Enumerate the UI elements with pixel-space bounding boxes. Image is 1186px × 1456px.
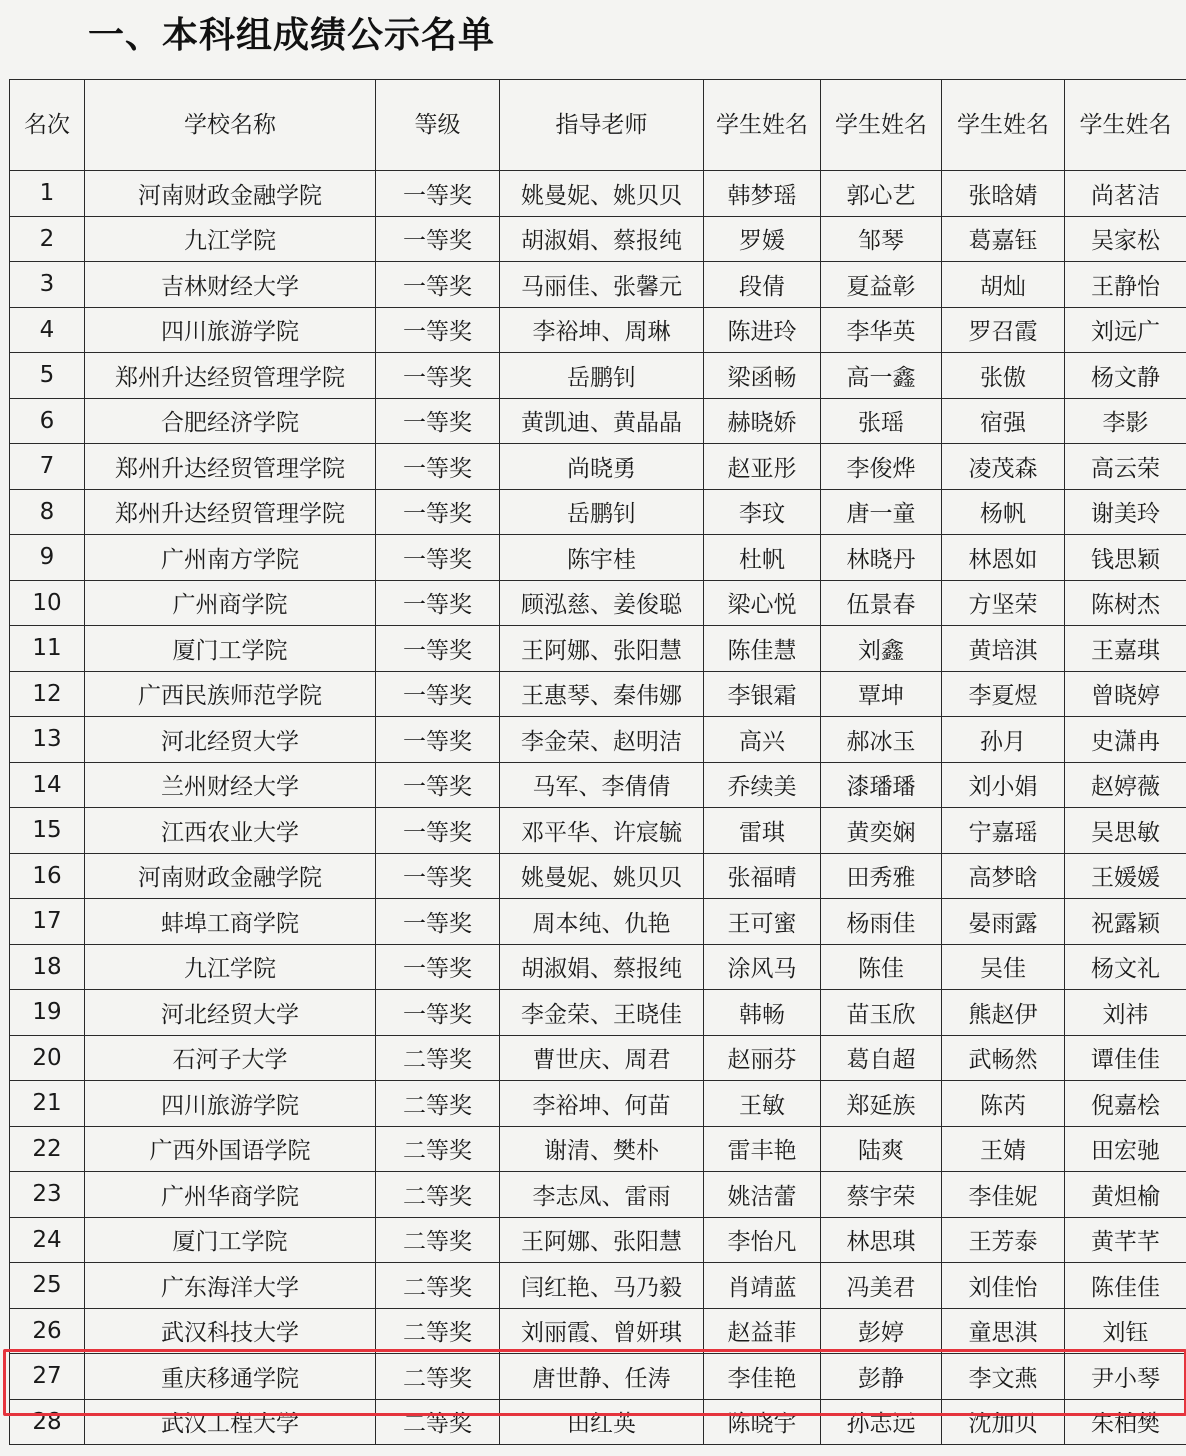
student-4-cell: 曾晓婷 bbox=[1065, 671, 1186, 717]
school-cell: 武汉工程大学 bbox=[85, 1399, 376, 1445]
student-3-cell: 沈加贝 bbox=[942, 1399, 1065, 1445]
header-rank: 名次 bbox=[10, 80, 85, 171]
advisor-cell: 胡淑娟、蔡报纯 bbox=[500, 216, 704, 262]
table-row bbox=[10, 990, 1186, 1036]
student-2-cell: 李华英 bbox=[821, 307, 942, 353]
advisor-cell: 李裕坤、周琳 bbox=[500, 307, 704, 353]
student-1-cell: 李佳艳 bbox=[704, 1354, 821, 1400]
advisor-cell: 刘丽霞、曾妍琪 bbox=[500, 1308, 704, 1354]
school-cell: 厦门工学院 bbox=[85, 626, 376, 672]
rank-cell: 8 bbox=[10, 489, 85, 535]
advisor-cell: 姚曼妮、姚贝贝 bbox=[500, 171, 704, 217]
rank-cell: 21 bbox=[10, 1081, 85, 1127]
table-row bbox=[10, 717, 1186, 763]
student-4-cell: 王媛媛 bbox=[1065, 853, 1186, 899]
advisor-cell: 黄凯迪、黄晶晶 bbox=[500, 398, 704, 444]
rank-cell: 2 bbox=[10, 216, 85, 262]
student-1-cell: 涂风马 bbox=[704, 944, 821, 990]
header-row bbox=[10, 80, 1186, 171]
level-cell: 一等奖 bbox=[376, 580, 500, 626]
student-4-cell: 刘远广 bbox=[1065, 307, 1186, 353]
advisor-cell: 周本纯、仇艳 bbox=[500, 899, 704, 945]
school-cell: 广州华商学院 bbox=[85, 1172, 376, 1218]
level-cell: 一等奖 bbox=[376, 808, 500, 854]
school-cell: 广州南方学院 bbox=[85, 535, 376, 581]
advisor-cell: 王阿娜、张阳慧 bbox=[500, 1217, 704, 1263]
table-row bbox=[10, 671, 1186, 717]
student-2-cell: 彭婷 bbox=[821, 1308, 942, 1354]
advisor-cell: 曹世庆、周君 bbox=[500, 1035, 704, 1081]
table-row bbox=[10, 1308, 1186, 1354]
school-cell: 广西外国语学院 bbox=[85, 1126, 376, 1172]
school-cell: 重庆移通学院 bbox=[85, 1354, 376, 1400]
level-cell: 二等奖 bbox=[376, 1308, 500, 1354]
level-cell: 二等奖 bbox=[376, 1172, 500, 1218]
student-2-cell: 田秀雅 bbox=[821, 853, 942, 899]
level-cell: 二等奖 bbox=[376, 1035, 500, 1081]
school-cell: 厦门工学院 bbox=[85, 1217, 376, 1263]
school-cell: 河南财政金融学院 bbox=[85, 171, 376, 217]
advisor-cell: 尚晓勇 bbox=[500, 444, 704, 490]
advisor-cell: 李志凤、雷雨 bbox=[500, 1172, 704, 1218]
student-4-cell: 杨文静 bbox=[1065, 353, 1186, 399]
rank-cell: 7 bbox=[10, 444, 85, 490]
student-3-cell: 刘佳怡 bbox=[942, 1263, 1065, 1309]
student-4-cell: 朱柏樊 bbox=[1065, 1399, 1186, 1445]
student-3-cell: 宿强 bbox=[942, 398, 1065, 444]
student-1-cell: 赵亚彤 bbox=[704, 444, 821, 490]
rank-cell: 24 bbox=[10, 1217, 85, 1263]
level-cell: 一等奖 bbox=[376, 717, 500, 763]
advisor-cell: 李裕坤、何苗 bbox=[500, 1081, 704, 1127]
table-row bbox=[10, 262, 1186, 308]
level-cell: 二等奖 bbox=[376, 1081, 500, 1127]
rank-cell: 19 bbox=[10, 990, 85, 1036]
level-cell: 一等奖 bbox=[376, 398, 500, 444]
student-4-cell: 倪嘉桧 bbox=[1065, 1081, 1186, 1127]
student-2-cell: 郭心艺 bbox=[821, 171, 942, 217]
level-cell: 一等奖 bbox=[376, 307, 500, 353]
student-2-cell: 陈佳 bbox=[821, 944, 942, 990]
student-4-cell: 陈树杰 bbox=[1065, 580, 1186, 626]
school-cell: 江西农业大学 bbox=[85, 808, 376, 854]
student-2-cell: 杨雨佳 bbox=[821, 899, 942, 945]
student-1-cell: 李玟 bbox=[704, 489, 821, 535]
student-3-cell: 刘小娟 bbox=[942, 762, 1065, 808]
level-cell: 一等奖 bbox=[376, 535, 500, 581]
student-1-cell: 张福晴 bbox=[704, 853, 821, 899]
student-2-cell: 葛自超 bbox=[821, 1035, 942, 1081]
student-3-cell: 凌茂森 bbox=[942, 444, 1065, 490]
student-1-cell: 乔续美 bbox=[704, 762, 821, 808]
header-level: 等级 bbox=[376, 80, 500, 171]
student-3-cell: 葛嘉钰 bbox=[942, 216, 1065, 262]
school-cell: 广州商学院 bbox=[85, 580, 376, 626]
level-cell: 一等奖 bbox=[376, 171, 500, 217]
table-row bbox=[10, 1126, 1186, 1172]
student-2-cell: 唐一童 bbox=[821, 489, 942, 535]
student-1-cell: 罗媛 bbox=[704, 216, 821, 262]
student-1-cell: 李怡凡 bbox=[704, 1217, 821, 1263]
level-cell: 二等奖 bbox=[376, 1263, 500, 1309]
school-cell: 四川旅游学院 bbox=[85, 307, 376, 353]
student-4-cell: 尹小琴 bbox=[1065, 1354, 1186, 1400]
student-2-cell: 李俊烨 bbox=[821, 444, 942, 490]
table-row bbox=[10, 1354, 1186, 1400]
student-1-cell: 韩畅 bbox=[704, 990, 821, 1036]
table-row bbox=[10, 808, 1186, 854]
student-4-cell: 陈佳佳 bbox=[1065, 1263, 1186, 1309]
student-2-cell: 张瑶 bbox=[821, 398, 942, 444]
student-1-cell: 杜帆 bbox=[704, 535, 821, 581]
table-row bbox=[10, 489, 1186, 535]
level-cell: 一等奖 bbox=[376, 671, 500, 717]
student-3-cell: 王芳泰 bbox=[942, 1217, 1065, 1263]
table-row bbox=[10, 853, 1186, 899]
student-1-cell: 梁函畅 bbox=[704, 353, 821, 399]
school-cell: 广东海洋大学 bbox=[85, 1263, 376, 1309]
student-3-cell: 黄培淇 bbox=[942, 626, 1065, 672]
student-1-cell: 肖靖蓝 bbox=[704, 1263, 821, 1309]
student-2-cell: 孙志远 bbox=[821, 1399, 942, 1445]
rank-cell: 1 bbox=[10, 171, 85, 217]
student-3-cell: 宁嘉瑶 bbox=[942, 808, 1065, 854]
school-cell: 九江学院 bbox=[85, 216, 376, 262]
table-row bbox=[10, 1217, 1186, 1263]
advisor-cell: 李金荣、赵明洁 bbox=[500, 717, 704, 763]
table-row bbox=[10, 899, 1186, 945]
school-cell: 蚌埠工商学院 bbox=[85, 899, 376, 945]
rank-cell: 22 bbox=[10, 1126, 85, 1172]
student-4-cell: 赵婷薇 bbox=[1065, 762, 1186, 808]
student-1-cell: 陈佳慧 bbox=[704, 626, 821, 672]
school-cell: 吉林财经大学 bbox=[85, 262, 376, 308]
school-cell: 兰州财经大学 bbox=[85, 762, 376, 808]
page-title: 一、本科组成绩公示名单 bbox=[88, 15, 496, 56]
student-3-cell: 高梦晗 bbox=[942, 853, 1065, 899]
student-2-cell: 陆爽 bbox=[821, 1126, 942, 1172]
student-3-cell: 晏雨露 bbox=[942, 899, 1065, 945]
student-1-cell: 梁心悦 bbox=[704, 580, 821, 626]
level-cell: 二等奖 bbox=[376, 1217, 500, 1263]
student-1-cell: 王敏 bbox=[704, 1081, 821, 1127]
level-cell: 一等奖 bbox=[376, 899, 500, 945]
rank-cell: 26 bbox=[10, 1308, 85, 1354]
rank-cell: 18 bbox=[10, 944, 85, 990]
advisor-cell: 胡淑娟、蔡报纯 bbox=[500, 944, 704, 990]
student-1-cell: 李银霜 bbox=[704, 671, 821, 717]
header-student-2: 学生姓名 bbox=[821, 80, 942, 171]
student-1-cell: 陈晓宇 bbox=[704, 1399, 821, 1445]
rank-cell: 3 bbox=[10, 262, 85, 308]
header-student-3: 学生姓名 bbox=[942, 80, 1065, 171]
level-cell: 一等奖 bbox=[376, 262, 500, 308]
table-row bbox=[10, 1263, 1186, 1309]
student-4-cell: 祝露颖 bbox=[1065, 899, 1186, 945]
student-3-cell: 陈芮 bbox=[942, 1081, 1065, 1127]
advisor-cell: 岳鹏钊 bbox=[500, 489, 704, 535]
advisor-cell: 邓平华、许宸毓 bbox=[500, 808, 704, 854]
student-1-cell: 赵丽芬 bbox=[704, 1035, 821, 1081]
school-cell: 郑州升达经贸管理学院 bbox=[85, 353, 376, 399]
rank-cell: 25 bbox=[10, 1263, 85, 1309]
school-cell: 武汉科技大学 bbox=[85, 1308, 376, 1354]
rank-cell: 6 bbox=[10, 398, 85, 444]
student-3-cell: 孙月 bbox=[942, 717, 1065, 763]
student-1-cell: 雷丰艳 bbox=[704, 1126, 821, 1172]
level-cell: 二等奖 bbox=[376, 1399, 500, 1445]
student-1-cell: 王可蜜 bbox=[704, 899, 821, 945]
table-row bbox=[10, 762, 1186, 808]
rank-cell: 28 bbox=[10, 1399, 85, 1445]
student-2-cell: 郑延族 bbox=[821, 1081, 942, 1127]
student-4-cell: 钱思颖 bbox=[1065, 535, 1186, 581]
table-row bbox=[10, 398, 1186, 444]
level-cell: 一等奖 bbox=[376, 626, 500, 672]
student-4-cell: 吴家松 bbox=[1065, 216, 1186, 262]
student-2-cell: 林思琪 bbox=[821, 1217, 942, 1263]
student-3-cell: 吴佳 bbox=[942, 944, 1065, 990]
student-1-cell: 赵益菲 bbox=[704, 1308, 821, 1354]
school-cell: 九江学院 bbox=[85, 944, 376, 990]
student-3-cell: 李佳妮 bbox=[942, 1172, 1065, 1218]
student-2-cell: 黄奕娴 bbox=[821, 808, 942, 854]
level-cell: 一等奖 bbox=[376, 489, 500, 535]
rank-cell: 12 bbox=[10, 671, 85, 717]
student-4-cell: 刘钰 bbox=[1065, 1308, 1186, 1354]
student-4-cell: 杨文礼 bbox=[1065, 944, 1186, 990]
student-4-cell: 史潇冉 bbox=[1065, 717, 1186, 763]
advisor-cell: 王惠琴、秦伟娜 bbox=[500, 671, 704, 717]
student-1-cell: 姚洁蕾 bbox=[704, 1172, 821, 1218]
header-advisor: 指导老师 bbox=[500, 80, 704, 171]
level-cell: 一等奖 bbox=[376, 216, 500, 262]
student-2-cell: 蔡宇荣 bbox=[821, 1172, 942, 1218]
header-school: 学校名称 bbox=[85, 80, 376, 171]
advisor-cell: 李金荣、王晓佳 bbox=[500, 990, 704, 1036]
student-4-cell: 谢美玲 bbox=[1065, 489, 1186, 535]
student-3-cell: 王婧 bbox=[942, 1126, 1065, 1172]
level-cell: 一等奖 bbox=[376, 944, 500, 990]
student-4-cell: 黄芊芊 bbox=[1065, 1217, 1186, 1263]
student-1-cell: 雷琪 bbox=[704, 808, 821, 854]
table-row bbox=[10, 307, 1186, 353]
student-4-cell: 黄炟榆 bbox=[1065, 1172, 1186, 1218]
student-4-cell: 谭佳佳 bbox=[1065, 1035, 1186, 1081]
student-2-cell: 高一鑫 bbox=[821, 353, 942, 399]
student-2-cell: 苗玉欣 bbox=[821, 990, 942, 1036]
student-2-cell: 漆璠璠 bbox=[821, 762, 942, 808]
advisor-cell: 唐世静、任涛 bbox=[500, 1354, 704, 1400]
student-2-cell: 彭静 bbox=[821, 1354, 942, 1400]
school-cell: 广西民族师范学院 bbox=[85, 671, 376, 717]
rank-cell: 14 bbox=[10, 762, 85, 808]
rank-cell: 9 bbox=[10, 535, 85, 581]
rank-cell: 23 bbox=[10, 1172, 85, 1218]
student-3-cell: 罗召霞 bbox=[942, 307, 1065, 353]
table-row bbox=[10, 944, 1186, 990]
school-cell: 合肥经济学院 bbox=[85, 398, 376, 444]
advisor-cell: 田红英 bbox=[500, 1399, 704, 1445]
table-row bbox=[10, 216, 1186, 262]
student-4-cell: 刘祎 bbox=[1065, 990, 1186, 1036]
table-row bbox=[10, 626, 1186, 672]
school-cell: 河北经贸大学 bbox=[85, 717, 376, 763]
table-body bbox=[10, 171, 1186, 1445]
student-3-cell: 林恩如 bbox=[942, 535, 1065, 581]
student-3-cell: 张傲 bbox=[942, 353, 1065, 399]
table-row bbox=[10, 353, 1186, 399]
student-2-cell: 邹琴 bbox=[821, 216, 942, 262]
advisor-cell: 王阿娜、张阳慧 bbox=[500, 626, 704, 672]
advisor-cell: 马军、李倩倩 bbox=[500, 762, 704, 808]
student-2-cell: 林晓丹 bbox=[821, 535, 942, 581]
school-cell: 四川旅游学院 bbox=[85, 1081, 376, 1127]
table-row bbox=[10, 1399, 1186, 1445]
level-cell: 一等奖 bbox=[376, 444, 500, 490]
rank-cell: 10 bbox=[10, 580, 85, 626]
student-3-cell: 武畅然 bbox=[942, 1035, 1065, 1081]
school-cell: 河北经贸大学 bbox=[85, 990, 376, 1036]
table-row bbox=[10, 1035, 1186, 1081]
student-1-cell: 陈进玲 bbox=[704, 307, 821, 353]
student-3-cell: 熊赵伊 bbox=[942, 990, 1065, 1036]
student-4-cell: 田宏驰 bbox=[1065, 1126, 1186, 1172]
table-row bbox=[10, 171, 1186, 217]
student-1-cell: 韩梦瑶 bbox=[704, 171, 821, 217]
student-4-cell: 高云荣 bbox=[1065, 444, 1186, 490]
advisor-cell: 顾泓慈、姜俊聪 bbox=[500, 580, 704, 626]
student-2-cell: 冯美君 bbox=[821, 1263, 942, 1309]
table-row bbox=[10, 535, 1186, 581]
student-4-cell: 王嘉琪 bbox=[1065, 626, 1186, 672]
level-cell: 一等奖 bbox=[376, 353, 500, 399]
rank-cell: 20 bbox=[10, 1035, 85, 1081]
student-3-cell: 方坚荣 bbox=[942, 580, 1065, 626]
results-table bbox=[9, 79, 1186, 1445]
school-cell: 郑州升达经贸管理学院 bbox=[85, 444, 376, 490]
advisor-cell: 马丽佳、张馨元 bbox=[500, 262, 704, 308]
table-row bbox=[10, 1172, 1186, 1218]
student-3-cell: 张晗婧 bbox=[942, 171, 1065, 217]
school-cell: 郑州升达经贸管理学院 bbox=[85, 489, 376, 535]
advisor-cell: 岳鹏钊 bbox=[500, 353, 704, 399]
header-student-4: 学生姓名 bbox=[1065, 80, 1186, 171]
advisor-cell: 姚曼妮、姚贝贝 bbox=[500, 853, 704, 899]
advisor-cell: 陈宇桂 bbox=[500, 535, 704, 581]
rank-cell: 16 bbox=[10, 853, 85, 899]
student-2-cell: 覃坤 bbox=[821, 671, 942, 717]
level-cell: 一等奖 bbox=[376, 853, 500, 899]
header-student-1: 学生姓名 bbox=[704, 80, 821, 171]
level-cell: 二等奖 bbox=[376, 1354, 500, 1400]
table-row bbox=[10, 580, 1186, 626]
level-cell: 一等奖 bbox=[376, 762, 500, 808]
student-2-cell: 夏益彰 bbox=[821, 262, 942, 308]
student-2-cell: 刘鑫 bbox=[821, 626, 942, 672]
level-cell: 一等奖 bbox=[376, 990, 500, 1036]
student-3-cell: 童思淇 bbox=[942, 1308, 1065, 1354]
student-4-cell: 王静怡 bbox=[1065, 262, 1186, 308]
rank-cell: 15 bbox=[10, 808, 85, 854]
student-3-cell: 胡灿 bbox=[942, 262, 1065, 308]
advisor-cell: 谢清、樊朴 bbox=[500, 1126, 704, 1172]
school-cell: 河南财政金融学院 bbox=[85, 853, 376, 899]
rank-cell: 27 bbox=[10, 1354, 85, 1400]
student-1-cell: 赫晓娇 bbox=[704, 398, 821, 444]
rank-cell: 4 bbox=[10, 307, 85, 353]
table-row bbox=[10, 1081, 1186, 1127]
student-2-cell: 伍景春 bbox=[821, 580, 942, 626]
rank-cell: 5 bbox=[10, 353, 85, 399]
student-1-cell: 高兴 bbox=[704, 717, 821, 763]
level-cell: 二等奖 bbox=[376, 1126, 500, 1172]
table-row bbox=[10, 444, 1186, 490]
rank-cell: 11 bbox=[10, 626, 85, 672]
student-4-cell: 吴思敏 bbox=[1065, 808, 1186, 854]
school-cell: 石河子大学 bbox=[85, 1035, 376, 1081]
student-4-cell: 李影 bbox=[1065, 398, 1186, 444]
student-4-cell: 尚茗洁 bbox=[1065, 171, 1186, 217]
rank-cell: 17 bbox=[10, 899, 85, 945]
student-1-cell: 段倩 bbox=[704, 262, 821, 308]
student-3-cell: 李文燕 bbox=[942, 1354, 1065, 1400]
student-3-cell: 李夏煜 bbox=[942, 671, 1065, 717]
advisor-cell: 闫红艳、马乃毅 bbox=[500, 1263, 704, 1309]
rank-cell: 13 bbox=[10, 717, 85, 763]
student-2-cell: 郝冰玉 bbox=[821, 717, 942, 763]
student-3-cell: 杨帆 bbox=[942, 489, 1065, 535]
